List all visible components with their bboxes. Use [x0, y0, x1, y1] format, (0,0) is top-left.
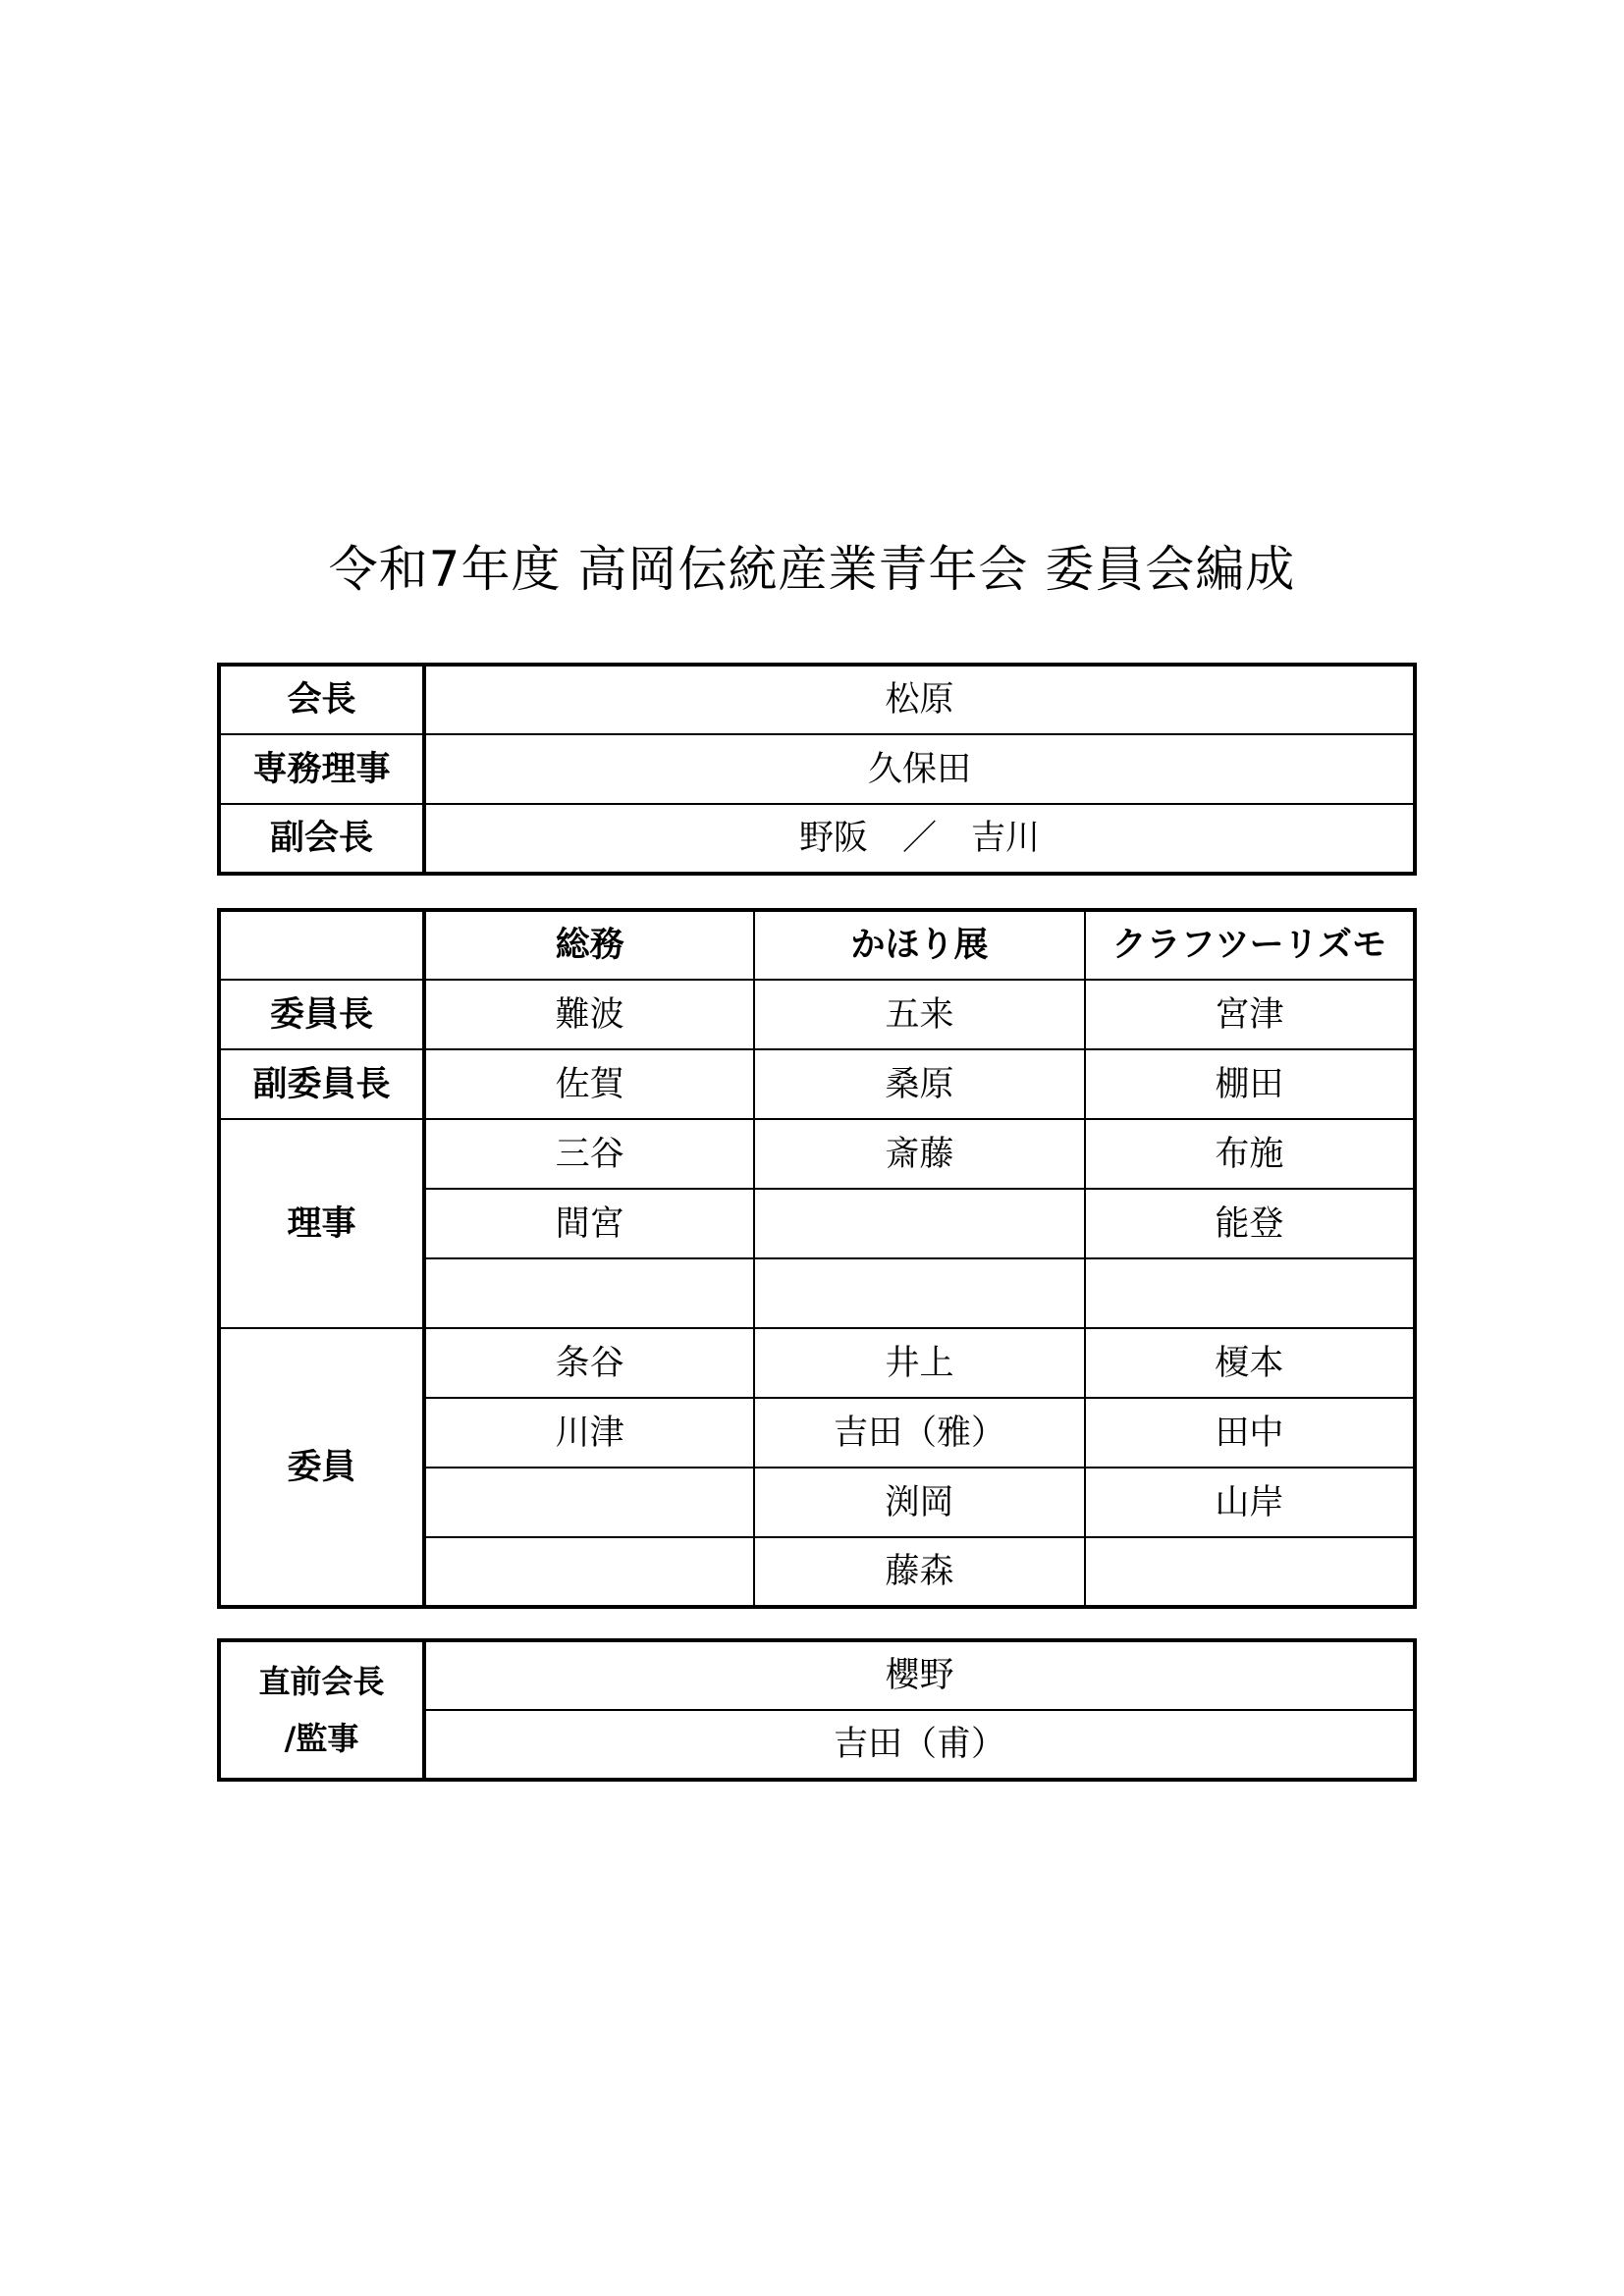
committee-header-kahori: かほり展 — [754, 910, 1084, 980]
name-vice-president: 野阪 ／ 吉川 — [424, 804, 1415, 874]
table-cell: 井上 — [754, 1328, 1084, 1398]
table-cell: 棚田 — [1085, 1049, 1415, 1119]
table-row — [219, 734, 1415, 804]
table-row — [219, 1049, 1415, 1119]
name-executive-director: 久保田 — [424, 734, 1415, 804]
row-label-chair: 委員長 — [219, 980, 424, 1049]
table-row — [219, 665, 1415, 734]
table-cell: 田中 — [1085, 1398, 1415, 1468]
table-cell: 条谷 — [424, 1328, 754, 1398]
table-cell: 桑原 — [754, 1049, 1084, 1119]
table-cell — [424, 1468, 754, 1537]
row-label-former-president-auditor — [219, 1640, 424, 1780]
table-cell: 布施 — [1085, 1119, 1415, 1189]
table-cell: 能登 — [1085, 1189, 1415, 1258]
table-row — [219, 980, 1415, 1049]
table-cell: 藤森 — [754, 1537, 1084, 1607]
table-cell: 三谷 — [424, 1119, 754, 1189]
table-cell: 佐賀 — [424, 1049, 754, 1119]
table-row — [219, 1328, 1415, 1398]
table-row — [219, 1119, 1415, 1189]
name-president: 松原 — [424, 665, 1415, 734]
role-president: 会長 — [219, 665, 424, 734]
table-cell: 五来 — [754, 980, 1084, 1049]
table-cell — [754, 1189, 1084, 1258]
committee-header-craftourismo: クラフツーリズモ — [1085, 910, 1415, 980]
table-cell — [1085, 1537, 1415, 1607]
row-label-directors: 理事 — [219, 1119, 424, 1328]
name-former-president: 櫻野 — [424, 1640, 1415, 1710]
table-cell: 斎藤 — [754, 1119, 1084, 1189]
label-line-1: 直前会長 — [258, 1663, 385, 1700]
row-label-members: 委員 — [219, 1328, 424, 1607]
table-cell — [1085, 1258, 1415, 1328]
role-vice-president: 副会長 — [219, 804, 424, 874]
table-cell — [424, 1258, 754, 1328]
table-cell: 難波 — [424, 980, 754, 1049]
table-cell: 山岸 — [1085, 1468, 1415, 1537]
committee-header-general-affairs: 総務 — [424, 910, 754, 980]
table-cell — [754, 1258, 1084, 1328]
page-title: 令和7年度 高岡伝統産業青年会 委員会編成 — [328, 541, 1296, 598]
header-row — [219, 910, 1415, 980]
name-auditor: 吉田（甫） — [424, 1710, 1415, 1780]
auditors-table — [217, 1638, 1417, 1782]
role-executive-director: 専務理事 — [219, 734, 424, 804]
table-row — [219, 804, 1415, 874]
table-cell: 榎本 — [1085, 1328, 1415, 1398]
table-cell: 宮津 — [1085, 980, 1415, 1049]
table-cell: 吉田（雅） — [754, 1398, 1084, 1468]
label-line-2: /監事 — [284, 1720, 359, 1757]
table-cell: 川津 — [424, 1398, 754, 1468]
table-cell — [424, 1537, 754, 1607]
table-cell: 渕岡 — [754, 1468, 1084, 1537]
table-row — [219, 1640, 1415, 1710]
officers-table — [217, 663, 1417, 876]
row-label-vice-chair: 副委員長 — [219, 1049, 424, 1119]
committees-table — [217, 908, 1417, 1609]
corner-cell — [219, 910, 424, 980]
table-cell: 間宮 — [424, 1189, 754, 1258]
